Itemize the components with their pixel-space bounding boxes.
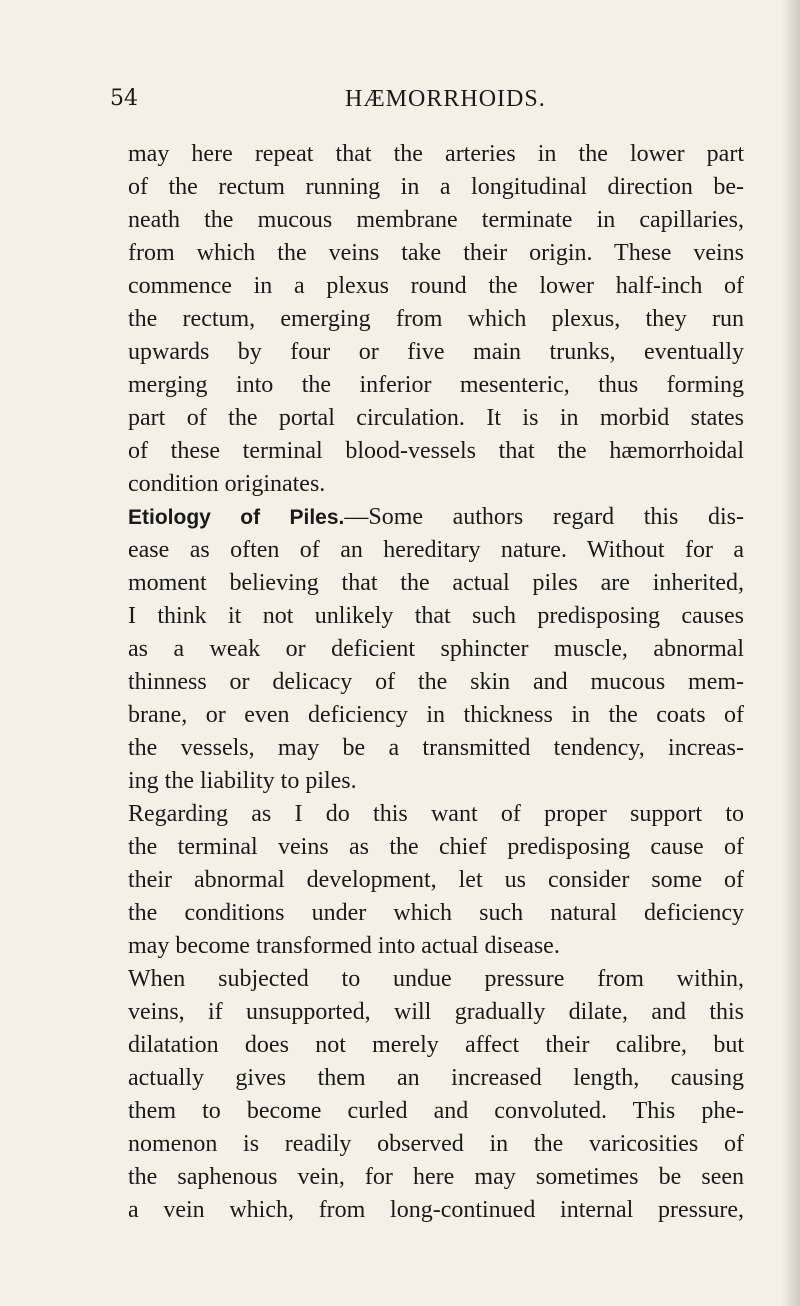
text-line: as a weak or deficient sphincter muscle, abnormal: [128, 636, 744, 662]
text-line: the saphenous vein, for here may sometimes be seen: [128, 1164, 744, 1190]
section-heading-rest: —Some authors regard this dis-: [344, 504, 744, 530]
text-line: neath the mucous membrane terminate in capillaries,: [128, 207, 744, 233]
text-line: commence in a plexus round the lower half-inch of: [128, 273, 744, 299]
text-line: I think it not unlikely that such predisposing causes: [128, 603, 744, 629]
text-line: their abnormal development, let us consider some of: [128, 867, 744, 893]
text-line: ing the liability to piles.: [128, 768, 357, 794]
text-line: of these terminal blood-vessels that the hæmorrhoidal: [128, 438, 744, 464]
running-title: HÆMORRHOIDS.: [345, 86, 546, 112]
text-line: ease as often of an hereditary nature. Without for a: [128, 537, 744, 563]
text-line: from which the veins take their origin. These veins: [128, 240, 744, 266]
text-line: the vessels, may be a transmitted tendency, increas-: [128, 735, 744, 761]
page-header: [110, 82, 750, 116]
text-line: the rectum, emerging from which plexus, they run: [128, 306, 744, 332]
text-line: may become transformed into actual disease.: [128, 933, 560, 959]
text-line: merging into the inferior mesenteric, thus forming: [128, 372, 744, 398]
page-number: 54: [110, 86, 138, 111]
text-line: thinness or delicacy of the skin and mucous mem-: [128, 669, 744, 695]
text-line: Regarding as I do this want of proper support to: [128, 801, 744, 827]
text-line: may here repeat that the arteries in the lower part: [128, 141, 744, 167]
text-line: dilatation does not merely affect their calibre, but: [128, 1032, 744, 1058]
text-line: part of the portal circulation. It is in morbid states: [128, 405, 744, 431]
text-line: the conditions under which such natural deficiency: [128, 900, 744, 926]
page-edge-shadow: [782, 0, 800, 1306]
text-line: condition originates.: [128, 471, 326, 497]
text-line: a vein which, from long-continued internal pressure,: [128, 1197, 744, 1223]
text-line: brane, or even deficiency in thickness in the coats of: [128, 702, 744, 728]
text-line: nomenon is readily observed in the varicosities of: [128, 1131, 744, 1157]
text-line: of the rectum running in a longitudinal direction be-: [128, 174, 744, 200]
text-line: them to become curled and convoluted. This phe-: [128, 1098, 744, 1124]
section-heading: Etiology of Piles.: [128, 506, 345, 529]
text-line: actually gives them an increased length, causing: [128, 1065, 744, 1091]
body-text: [128, 138, 744, 1227]
section-heading-line: [128, 501, 744, 534]
text-line: veins, if unsupported, will gradually dilate, and this: [128, 999, 744, 1025]
text-line: moment believing that the actual piles are inherited,: [128, 570, 744, 596]
text-line: the terminal veins as the chief predisposing cause of: [128, 834, 744, 860]
text-line: upwards by four or five main trunks, eventually: [128, 339, 744, 365]
text-line: When subjected to undue pressure from within,: [128, 966, 744, 992]
